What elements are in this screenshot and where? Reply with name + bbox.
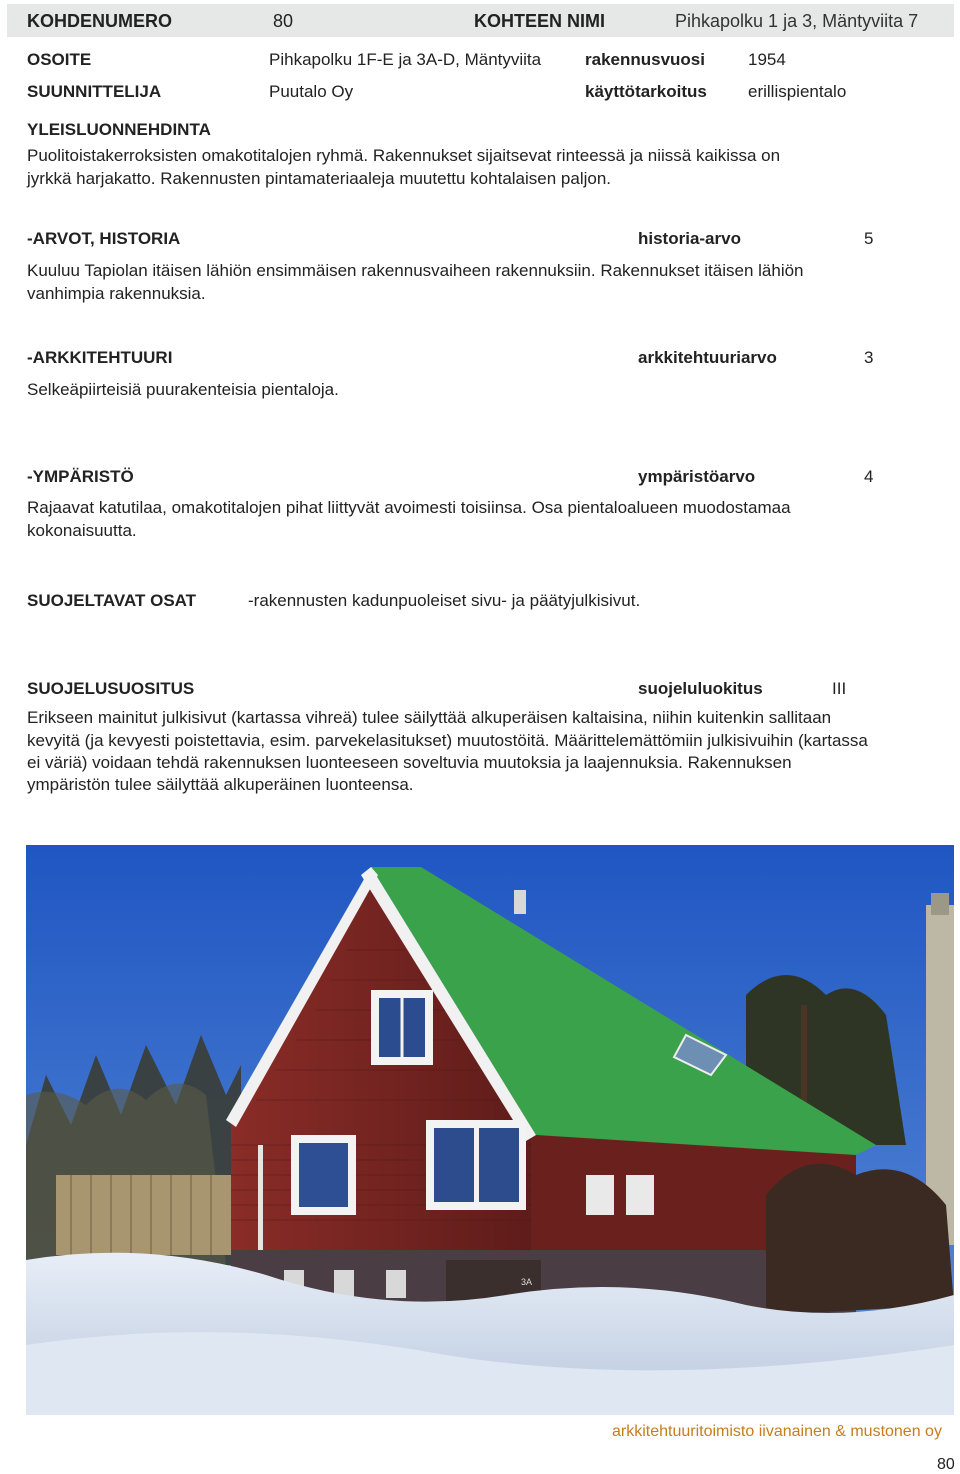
ymparisto-line-2: kokonaisuutta. xyxy=(27,521,137,540)
kohteen-nimi-value: Pihkapolku 1 ja 3, Mäntyviita 7 xyxy=(675,11,919,31)
historia-line-2: vanhimpia rakennuksia. xyxy=(27,284,206,303)
suojeltavat-osat-heading: SUOJELTAVAT OSAT xyxy=(27,591,197,610)
suojeltavat-osat-text: -rakennusten kadunpuoleiset sivu- ja päätyjulkisivut. xyxy=(248,591,641,610)
historia-arvo-value: 5 xyxy=(864,229,874,248)
house-photo xyxy=(26,845,954,1415)
yleisluonnehdinta-heading: YLEISLUONNEHDINTA xyxy=(27,120,211,139)
yleisluonnehdinta-line-1: Puolitoistakerroksisten omakotitalojen ryhmä. Rakennukset sijaitsevat rinteessä ja niissä kaikissa on xyxy=(27,146,781,165)
kohdenumero-label: KOHDENUMERO xyxy=(27,11,173,31)
kayttotarkoitus-value: erillispientalo xyxy=(748,82,847,101)
ymparisto-line-1: Rajaavat katutilaa, omakotitalojen pihat liittyvät avoimesti toisiinsa. Osa pientaloalueen muodostamaa xyxy=(27,498,791,517)
arkkitehtuuri-line-1: Selkeäpiirteisiä puurakenteisia pientaloja. xyxy=(27,380,339,399)
historia-heading: -ARVOT, HISTORIA xyxy=(27,229,181,248)
house-photo-illustration xyxy=(26,845,954,1415)
suojelusuositus-line-1: Erikseen mainitut julkisivut (kartassa vihreä) tulee säilyttää alkuperäisen kaltaisina, niihin kuitenkin sallitaan xyxy=(27,708,832,727)
yleisluonnehdinta-line-2: jyrkkä harjakatto. Rakennusten pintamateriaaleja muutettu kohtalaisen paljon. xyxy=(27,169,612,188)
arkkitehtuuriarvo-value: 3 xyxy=(864,348,874,367)
arkkitehtuuri-heading: -ARKKITEHTUURI xyxy=(27,348,173,367)
ymparistoarvo-value: 4 xyxy=(864,467,874,486)
ymparistoarvo-label: ympäristöarvo xyxy=(638,467,756,486)
osoite-label: OSOITE xyxy=(27,50,92,69)
kohdenumero-value: 80 xyxy=(273,11,294,31)
house-number-sign: 3A xyxy=(521,1277,533,1287)
suojelusuositus-line-2: kevyitä (ja kevyesti poistettavia, esim. parvekelasitukset) muutostöitä. Määrittelemättömiin julkisivuihin (kartassa xyxy=(27,731,868,750)
suojelusuositus-heading: SUOJELUSUOSITUS xyxy=(27,679,195,698)
kayttotarkoitus-label: käyttötarkoitus xyxy=(585,82,707,101)
historia-arvo-label: historia-arvo xyxy=(638,229,741,248)
kohteen-nimi-label: KOHTEEN NIMI xyxy=(474,11,606,31)
historia-line-1: Kuuluu Tapiolan itäisen lähiön ensimmäisen rakennusvaiheen rakennuksiin. Rakennukset itäisen lähiön xyxy=(27,261,804,280)
page-number: 80 xyxy=(937,1456,955,1473)
suojelusuositus-line-4: ympäristön tulee säilyttää alkuperäinen luonteensa. xyxy=(27,775,414,794)
suojelusuositus-line-3: ei väriä) voidaan tehdä rakennuksen luonteeseen soveltuvia muutoksia ja laajennuksia. Rakennuksen xyxy=(27,753,792,772)
rakennusvuosi-label: rakennusvuosi xyxy=(585,50,705,69)
ymparisto-heading: -YMPÄRISTÖ xyxy=(27,467,134,486)
arkkitehtuuriarvo-label: arkkitehtuuriarvo xyxy=(638,348,777,367)
suunnittelija-value: Puutalo Oy xyxy=(269,82,354,101)
osoite-value: Pihkapolku 1F-E ja 3A-D, Mäntyviita xyxy=(269,50,542,69)
suojeluluokitus-label: suojeluluokitus xyxy=(638,679,763,698)
footer-firm-name: arkkitehtuuritoimisto iivanainen & mustonen oy xyxy=(612,1423,942,1440)
suunnittelija-label: SUUNNITTELIJA xyxy=(27,82,162,101)
suojeluluokitus-value: III xyxy=(832,679,847,698)
rakennusvuosi-value: 1954 xyxy=(748,50,786,69)
